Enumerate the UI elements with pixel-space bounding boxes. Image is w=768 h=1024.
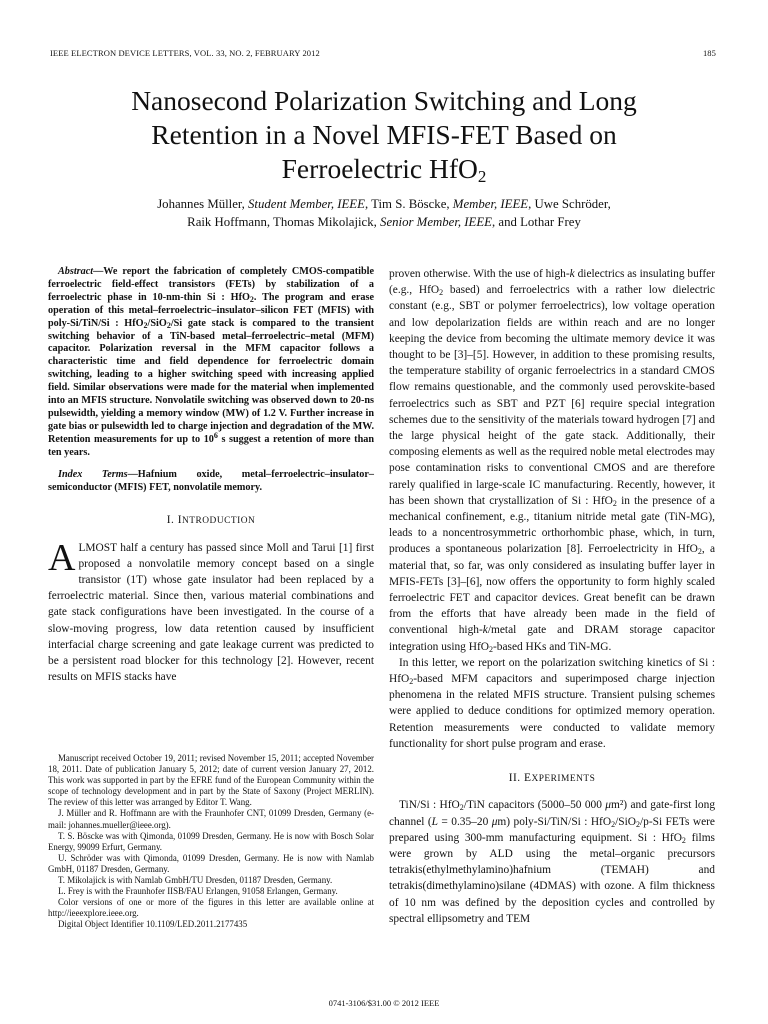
abstract-text: /SiO [147, 317, 167, 329]
body-paragraph [389, 266, 715, 655]
math-symbol: μ [605, 799, 612, 812]
title-line-3-text: Ferroelectric HfO [281, 153, 478, 184]
body-text: m) poly-Si/TiN/Si : HfO [497, 815, 612, 828]
footnote-affiliation: J. Müller and R. Hoffmann are with the Fraunhofer CNT, 01099 Dresden, Germany (e-mail: johannes.mueller@ieee.org). [48, 808, 374, 830]
abstract [48, 266, 374, 460]
subscript: 2 [459, 803, 464, 813]
subscript: 2 [439, 288, 444, 298]
math-symbol: μ [491, 815, 498, 828]
body-text: /p-Si FETs were prepared using 300-mm manufacturing equipment. Si : HfO [389, 815, 715, 844]
body-text: dielectrics as insulating buffer (e.g., HfO [389, 268, 716, 297]
body-paragraph [389, 797, 715, 927]
math-symbol: k [569, 268, 575, 280]
page-footer: 0741-3106/$31.00 © 2012 IEEE [328, 998, 440, 1008]
body-text: /SiO [615, 815, 636, 828]
body-text: TiN/Si : HfO [399, 799, 460, 812]
subscript: 2 [611, 819, 616, 829]
author-name: Raik Hoffmann, Thomas Mikolajick, [187, 215, 381, 229]
intro-text: LMOST half a century has passed since Moll and Tarui [1] first proposed a nonvolatile memory concept based on a single transistor (1T) whose gate insulator had been replaced by a ferroelectric material. Since then, various material combinations and gate stack configurations have been investigated. In the course of a slow-moving progress, low data retention caused by insufficient interfacial charge screening and gate leakage current was predicted to be a persistent road blocker for this technology [2]. However, recent results on MFIS stacks have [48, 541, 374, 684]
section-title-initial: I [177, 514, 183, 527]
body-text: In this letter, we report on the polarization switching kinetics of Si : HfO [389, 656, 715, 686]
section-number: II. [508, 772, 524, 785]
footnotes [48, 753, 374, 931]
body-text: -based MFM capacitors and superimposed charge injection phenomena in the related MFIS structure. Transient pulsing schemes were applied to deduce conditions for optimized memory operation. Retention measurements were conducted to validate memory functionality for short pulse program and erase. [389, 673, 715, 750]
author-role: Member, IEEE [452, 197, 529, 211]
intro-paragraph [48, 536, 374, 686]
footnote-manuscript: Manuscript received October 19, 2011; revised November 15, 2011; accepted November 18, 2011. Date of publication January 5, 2012; date of current version January 27, 2012. This work was supported in part by the EFRE fund of the European Community within the scope of technology development and in part by the State of Saxony (Project MERLIN). The review of this letter was arranged by Editor T. Wang. [48, 753, 374, 808]
index-terms-text: Hafnium oxide, metal–ferroelectric–insulator–semiconductor (MFIS) FET, nonvolatile memory. [48, 468, 374, 493]
body-text: films were grown by ALD using the metal–organic precursors tetrakis(ethylmethylamino)hafnium (TEMAH) and tetrakis(dimethylamino)silane (4DMAS) with ozone. A film thickness of 10 nm was defined by the deposition cycles and controlled by spectral ellipsometry and TEM [389, 831, 715, 925]
author-name: , Uwe Schröder, [528, 197, 611, 211]
section-heading-experiments [389, 770, 715, 787]
section-title-initial: E [523, 772, 532, 785]
subscript: 2 [409, 677, 414, 687]
subscript: 2 [249, 294, 254, 304]
title-subscript: 2 [477, 167, 487, 186]
paper-title [40, 84, 728, 194]
section-heading-introduction [48, 512, 374, 529]
author-line-2 [40, 213, 728, 231]
body-text: proven otherwise. With the use of high- [389, 268, 570, 280]
abstract-text: . The program and erase operation of this metal–ferroelectric–insulator–silicon FET (MFIS) with poly-Si/TiN/Si : HfO [48, 291, 375, 329]
journal-info: IEEE ELECTRON DEVICE LETTERS, VOL. 33, NO. 2, FEBRUARY 2012 [50, 48, 320, 58]
footnote-affiliation: U. Schröder was with Qimonda, 01099 Dresden, Germany. He is now with Namlab GmbH, 01187 Dresden, Germany. [48, 852, 374, 874]
footnote-affiliation: T. Mikolajick is with Namlab GmbH/TU Dresden, 01187 Dresden, Germany. [58, 875, 333, 886]
section-number: I. [166, 514, 178, 527]
author-list [40, 195, 728, 231]
author-name: , and Lothar Frey [492, 215, 581, 229]
abstract-label: Abstract [58, 266, 94, 277]
drop-cap: A [48, 536, 76, 579]
index-terms-label: Index Terms [58, 468, 128, 480]
math-symbol: k [482, 624, 488, 637]
author-line-1 [40, 195, 728, 213]
abstract-text: s suggest a retention of more than ten years. [48, 433, 374, 458]
section-title-rest: NTRODUCTION [182, 516, 256, 527]
subscript: 2 [635, 819, 640, 829]
body-text: -based HKs and TiN-MG. [492, 640, 612, 653]
page-number: 185 [702, 48, 716, 58]
title-line-1: Nanosecond Polarization Switching and Long [131, 85, 637, 116]
body-text: in the presence of a mechanical confinement, e.g., titanium nitride metal gate (TiN-MG), leads to a noncentrosymmetric orthorhombic phase, which, in turn, produces a spontaneous polarization [8]. Ferroelectricity in HfO [389, 494, 715, 556]
math-symbol: L [431, 815, 438, 828]
author-name: Johannes Müller, [157, 197, 249, 211]
subscript: 2 [143, 320, 148, 330]
subscript: 2 [612, 498, 617, 508]
subscript: 2 [488, 644, 493, 654]
body-text: m²) and gate-first long channel ( [389, 799, 716, 828]
running-header [50, 48, 716, 58]
subscript: 2 [681, 835, 686, 845]
abstract-text: /Si gate stack is compared to the transient switching behavior of a TiN-based metal–ferroelectric–metal (MFM) capacitor. Polarization reversal in the MFM capacitor follows a characteristic time and field dependence for ferroelectric domain switching, leading to a higher switching speed with increasing applied field. Similar observations were made for the material when implemented into an MFIS structure. Nonvolatile switching was observed down to 20-ns pulsewidth, yielding a memory window (MW) of 1.2 V. Further increase in gate bias or pulsewidth led to charge injection and degradation of the MW. Retention measurements for up to 10 [48, 317, 374, 445]
footnote-affiliation: T. S. Böscke was with Qimonda, 01099 Dresden, Germany. He is now with Bosch Solar Energy, 99099 Erfurt, Germany. [48, 830, 374, 852]
subscript: 2 [166, 320, 171, 330]
footnote-affiliation: L. Frey is with the Fraunhofer IISB/FAU Erlangen, 91058 Erlangen, Germany. [58, 886, 338, 897]
title-line-2: Retention in a Novel MFIS-FET Based on [151, 119, 617, 150]
body-text: /metal gate and DRAM storage capacitor integration using HfO [389, 624, 715, 653]
left-column [48, 266, 374, 685]
author-role: Student Member, IEEE [248, 197, 365, 211]
body-text: /TiN capacitors (5000–50 000 [463, 799, 606, 812]
right-column [389, 266, 715, 927]
index-terms [48, 469, 374, 495]
title-line-3 [40, 152, 728, 194]
body-paragraph [389, 655, 715, 752]
author-role: Senior Member, IEEE [380, 215, 492, 229]
section-title-rest: XPERIMENTS [531, 774, 596, 785]
footnote-doi: Digital Object Identifier 10.1109/LED.2011.2177435 [58, 919, 248, 930]
body-text: , a material that, so far, was only considered as insulating buffer layer in MFIS-FETs [3]–[6], now offers the opportunity to form highly scaled ferroelectric FET and capacitor devices. Great benefit can be drawn from the efforts that have already been made in the field of conventional high- [389, 543, 715, 637]
author-name: , Tim S. Böscke, [364, 197, 453, 211]
footnote-color-versions: Color versions of one or more of the figures in this letter are available online at http://ieeexplore.ieee.org. [48, 897, 374, 919]
abstract-dash: — [93, 266, 104, 277]
body-text: based) and ferroelectrics with a rather low dielectric constant (e.g., SBT or polymer ferroelectrics), low voltage operation and low depolarization fields are within reach and are no longer keeping the device from becoming the ultimate memory device it was thought to be [3]–[5]. However, in addition to these promising results, the temperature stability of organic ferroelectrics in a standard CMOS flow remains questionable, and the commonly used perovskite-based ferroelectrics such as SBT and PZT [6] require special integration schemes due to the sensitivity of the materials toward hydrogen [7] and the large physical height of the gate stack. Additionally, their composing elements as well as the required noble metal electrodes may pose contamination risks to conventional CMOS and are therefore rarely qualified in large-scale IC manufacturing. Recently, however, it has been shown that crystallization of Si : HfO [389, 284, 715, 507]
superscript: 6 [213, 430, 218, 440]
index-terms-dash: — [127, 468, 138, 480]
abstract-text: We report the fabrication of completely CMOS-compatible ferroelectric field-effect transistors (FETs) by stabilization of a ferroelectric phase in 10-nm-thin Si : HfO [48, 266, 374, 303]
body-text: = 0.35–20 [437, 815, 492, 828]
subscript: 2 [697, 547, 702, 557]
